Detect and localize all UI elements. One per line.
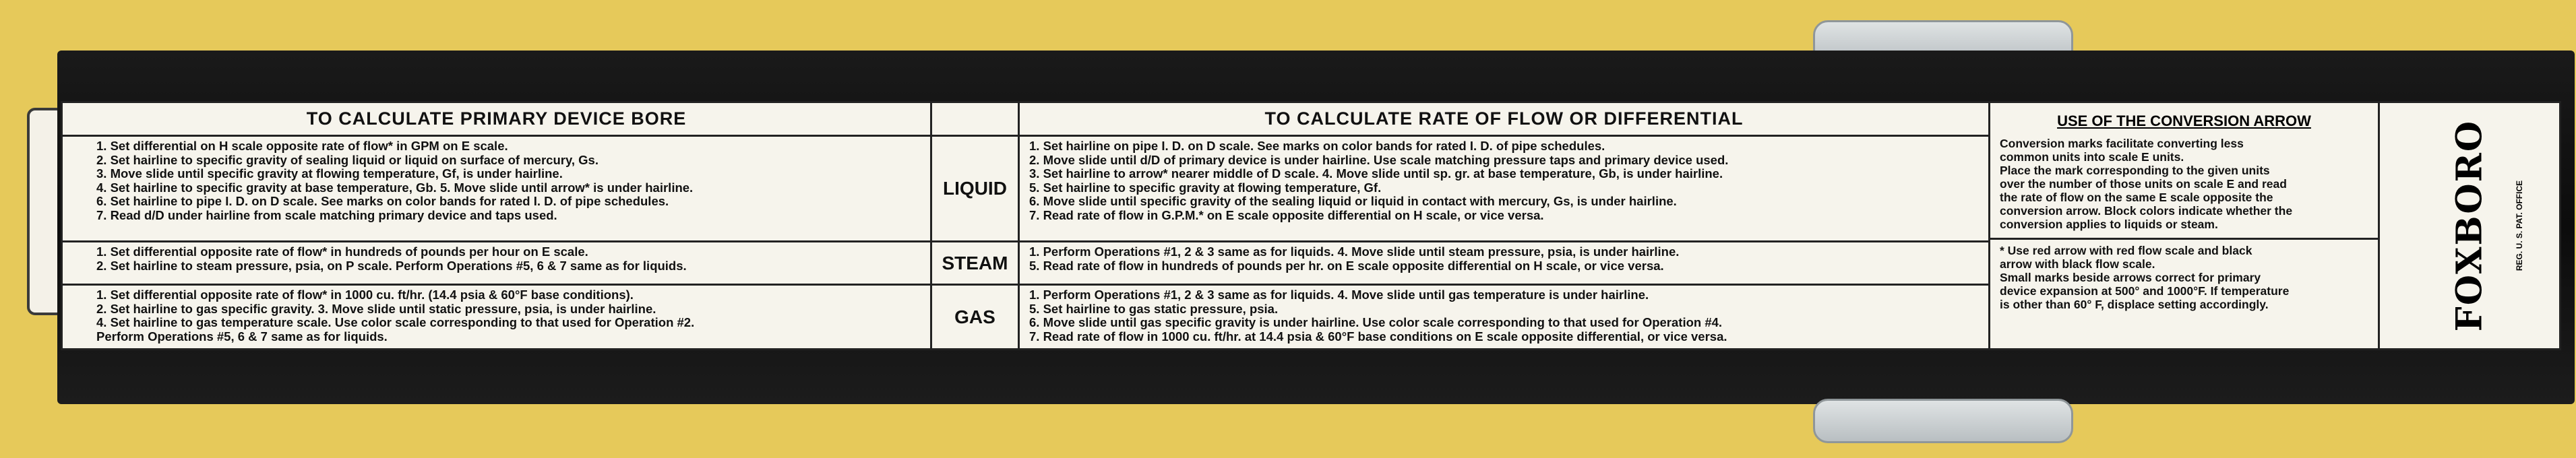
instruction-line: 2. Set hairline to gas specific gravity. 3. Move slide until static pressure, psia, is under hairline. (96, 301, 656, 316)
instruction-line: 4. Set hairline to specific gravity at base temperature, Gb. 5. Move slide until arrow* is under hairline. (96, 180, 694, 195)
instruction-line: 6. Move slide until specific gravity of the sealing liquid or liquid in contact with mercury, Gs, is under hairline. (1029, 194, 1677, 208)
note-line: Small marks beside arrows correct for primary (2000, 271, 2261, 284)
instruction-line: 5. Set hairline to gas static pressure, psia. (1029, 301, 1279, 316)
primary-bore-column (63, 103, 932, 348)
note-line: device expansion at 500° and 1000°F. If temperature (2000, 284, 2290, 298)
reg-mark: REG. U. S. PAT. OFFICE (2515, 180, 2525, 271)
instruction-line: 1. Perform Operations #1, 2 & 3 same as for liquids. 4. Move slide until gas temperature is under hairline. (1029, 288, 1649, 302)
fluid-labels-column (932, 103, 1020, 348)
primary-bore-steam (63, 242, 930, 286)
instruction-line: 7. Read rate of flow in 1000 cu. ft/hr. at 14.4 psia & 60°F base conditions on E scale opposite differential, or vice versa. (1029, 329, 1727, 344)
instruction-line: 2. Set hairline to specific gravity of sealing liquid or liquid on surface of mercury, Gs. (96, 152, 599, 167)
arrow-note (1990, 244, 2378, 311)
instruction-line: 2. Move slide until d/D of primary device is under hairline. Use scale matching pressure taps and primary device used. (1029, 152, 1729, 167)
liquid-label: LIQUID (932, 137, 1018, 242)
conversion-line: over the number of those units on scale E and read (2000, 177, 2287, 191)
instruction-line: 2. Set hairline to steam pressure, psia, on P scale. Perform Operations #5, 6 & 7 same as for liquids. (96, 258, 687, 273)
instruction-card (61, 101, 2561, 350)
instruction-line: 5. Read rate of flow in hundreds of pounds per hr. on E scale opposite differential on H scale, or vice versa. (1029, 258, 1664, 273)
note-line: arrow with black flow scale. (2000, 257, 2155, 271)
rate-gas (1020, 286, 1988, 348)
rate-of-flow-title: TO CALCULATE RATE OF FLOW OR DIFFERENTIAL (1020, 103, 1988, 137)
brand-column (2380, 103, 2559, 348)
fluid-header-blank (932, 103, 1018, 137)
primary-bore-gas (63, 286, 930, 348)
rate-steam (1020, 242, 1988, 286)
steam-label: STEAM (932, 242, 1018, 286)
foxboro-logo: FOXBORO (2449, 119, 2490, 332)
instruction-line: 7. Read d/D under hairline from scale matching primary device and taps used. (96, 207, 557, 222)
instruction-line: 1. Set differential opposite rate of flow* in 1000 cu. ft/hr. (14.4 psia & 60°F base conditions). (96, 288, 634, 302)
instruction-line: 5. Set hairline to specific gravity at flowing temperature, Gf. (1029, 180, 1382, 195)
conversion-line: common units into scale E units. (2000, 150, 2184, 164)
instruction-line: 3. Set hairline to arrow* nearer middle of D scale. 4. Move slide until sp. gr. at base temperature, Gb, is under hairline. (1029, 166, 1723, 181)
instruction-line: 7. Read rate of flow in G.P.M.* on E scale opposite differential on H scale, or vice versa. (1029, 207, 1544, 222)
divider (1990, 238, 2378, 240)
instruction-line: 4. Set hairline to gas temperature scale. Use color scale corresponding to that used for Operation #2. (96, 315, 695, 329)
conversion-line: Conversion marks facilitate converting less (2000, 137, 2244, 150)
instruction-line: 6. Move slide until gas specific gravity is under hairline. Use color scale corresponding to that used for Operation #4. (1029, 315, 1723, 329)
instruction-line: 3. Move slide until specific gravity at flowing temperature, Gf, is under hairline. (96, 166, 563, 181)
conversion-line: conversion applies to liquids or steam. (2000, 218, 2218, 231)
instruction-line: 1. Perform Operations #1, 2 & 3 same as for liquids. 4. Move slide until steam pressure, psia, is under hairline. (1029, 244, 1680, 259)
primary-bore-title: TO CALCULATE PRIMARY DEVICE BORE (63, 103, 930, 137)
instruction-line: Perform Operations #5, 6 & 7 same as for liquids. (96, 329, 388, 344)
conversion-text (1990, 137, 2378, 231)
conversion-line: conversion arrow. Block colors indicate whether the (2000, 204, 2293, 218)
instruction-line: 6. Set hairline to pipe I. D. on D scale. See marks on color bands for rated I. D. of pipe schedules. (96, 194, 669, 208)
instruction-line: 1. Set differential opposite rate of flow* in hundreds of pounds per hour on E scale. (96, 244, 588, 259)
rate-of-flow-column (1020, 103, 1990, 348)
conversion-column (1990, 103, 2380, 348)
rate-liquid (1020, 137, 1988, 242)
cursor-clip-bottom[interactable] (1813, 399, 2073, 443)
primary-bore-liquid (63, 137, 930, 242)
instruction-line: 1. Set hairline on pipe I. D. on D scale. See marks on color bands for rated I. D. of pipe schedules. (1029, 139, 1605, 153)
conversion-line: the rate of flow on the same E scale opposite the (2000, 191, 2273, 204)
conversion-title: USE OF THE CONVERSION ARROW (2057, 112, 2311, 129)
note-line: is other than 60° F, displace setting accordingly. (2000, 298, 2269, 311)
instruction-line: 1. Set differential on H scale opposite rate of flow* in GPM on E scale. (96, 139, 508, 153)
gas-label: GAS (954, 306, 995, 327)
note-line: * Use red arrow with red flow scale and black (2000, 244, 2252, 257)
conversion-line: Place the mark corresponding to the given units (2000, 164, 2270, 177)
